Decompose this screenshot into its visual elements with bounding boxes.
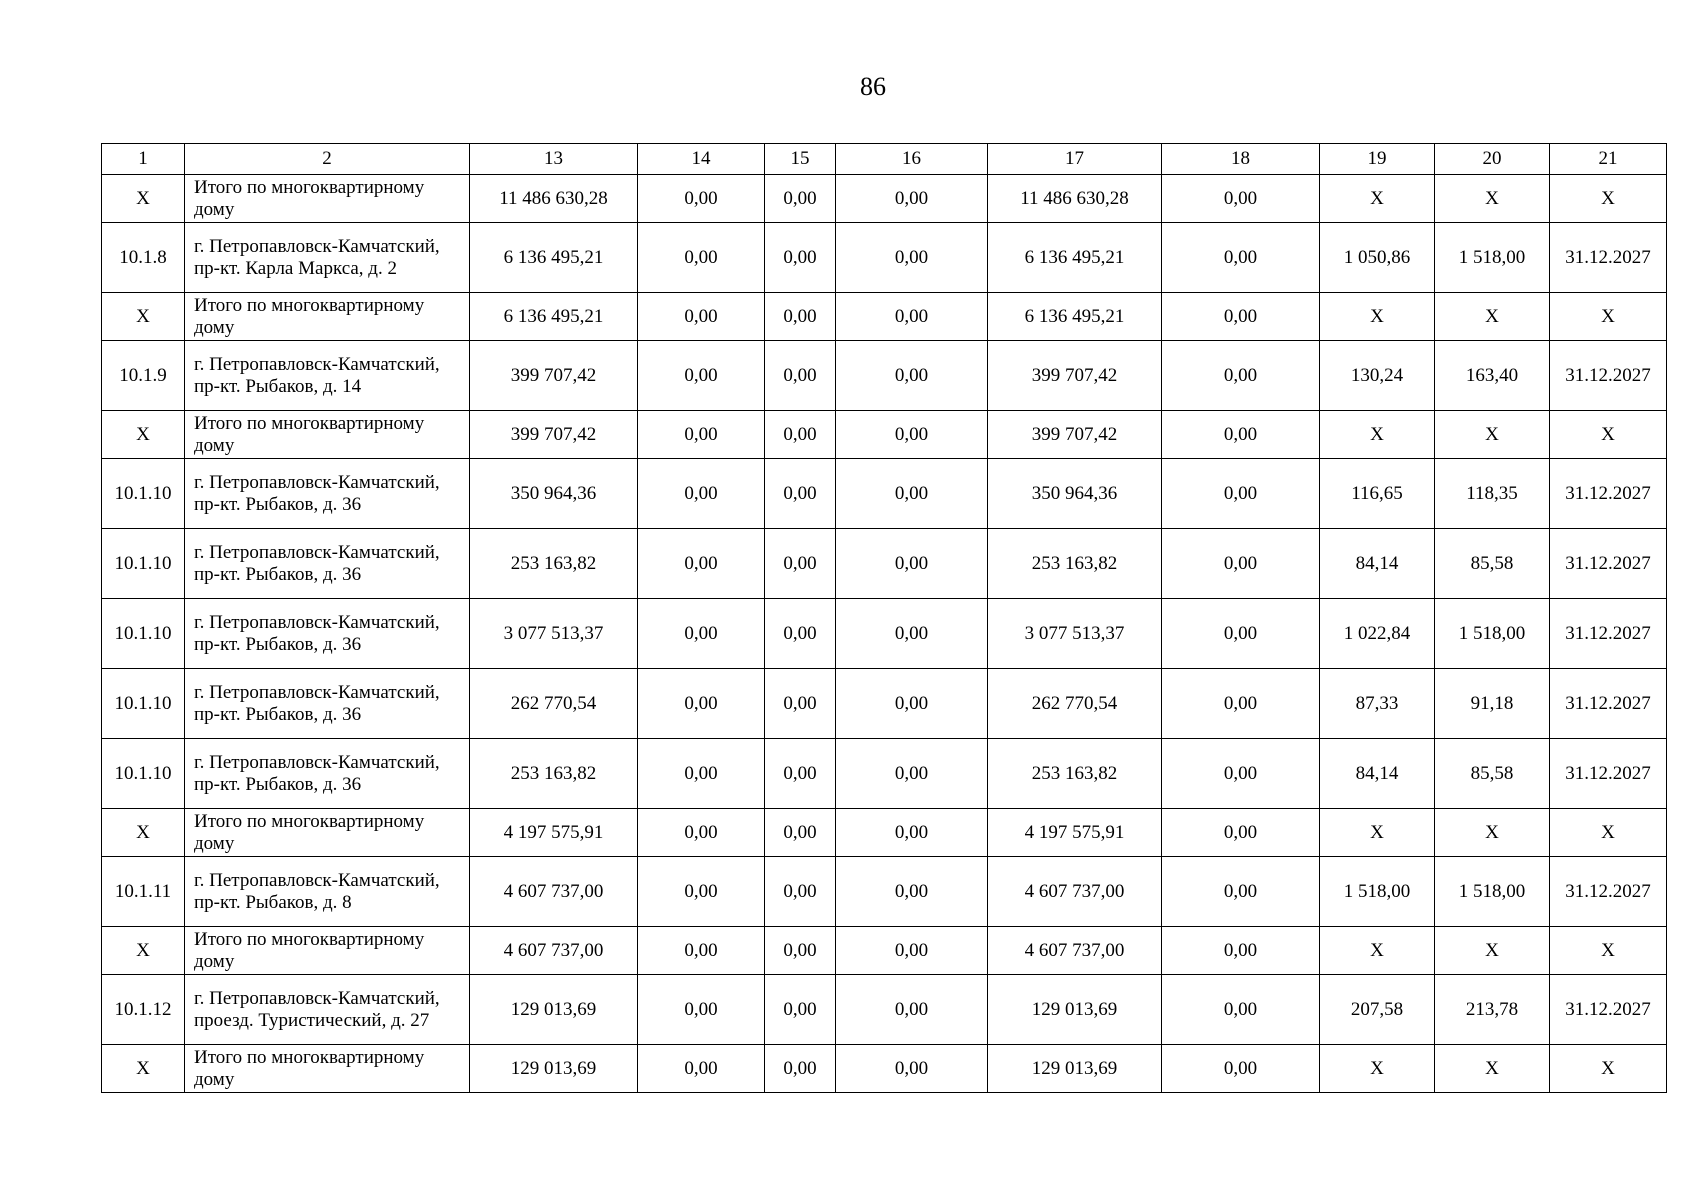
value-cell: X xyxy=(1435,927,1550,975)
value-cell: 0,00 xyxy=(836,809,988,857)
value-cell: 4 607 737,00 xyxy=(470,927,638,975)
value-cell: 3 077 513,37 xyxy=(470,599,638,669)
address-cell: г. Петропавловск-Камчатский, пр-кт. Рыбаков, д. 36 xyxy=(185,529,470,599)
value-cell: 207,58 xyxy=(1320,975,1435,1045)
address-cell: г. Петропавловск-Камчатский, пр-кт. Рыбаков, д. 36 xyxy=(185,599,470,669)
value-cell: 6 136 495,21 xyxy=(470,293,638,341)
value-cell: 4 197 575,91 xyxy=(988,809,1162,857)
value-cell: 0,00 xyxy=(638,223,765,293)
value-cell: X xyxy=(1550,927,1667,975)
total-row xyxy=(102,927,1667,975)
value-cell: 0,00 xyxy=(836,857,988,927)
value-cell: 0,00 xyxy=(1162,411,1320,459)
address-cell: г. Петропавловск-Камчатский, пр-кт. Рыбаков, д. 14 xyxy=(185,341,470,411)
address-cell: Итого по многоквартирному дому xyxy=(185,927,470,975)
row-number-cell: 10.1.10 xyxy=(102,529,185,599)
address-cell: г. Петропавловск-Камчатский, проезд. Туристический, д. 27 xyxy=(185,975,470,1045)
value-cell: 163,40 xyxy=(1435,341,1550,411)
value-cell: 1 518,00 xyxy=(1435,599,1550,669)
value-cell: 0,00 xyxy=(765,809,836,857)
value-cell: 116,65 xyxy=(1320,459,1435,529)
value-cell: 6 136 495,21 xyxy=(988,223,1162,293)
address-cell: Итого по многоквартирному дому xyxy=(185,1045,470,1093)
address-cell: г. Петропавловск-Камчатский, пр-кт. Рыбаков, д. 8 xyxy=(185,857,470,927)
value-cell: 253 163,82 xyxy=(470,739,638,809)
value-cell: 0,00 xyxy=(836,529,988,599)
value-cell: 0,00 xyxy=(765,411,836,459)
address-cell: г. Петропавловск-Камчатский, пр-кт. Рыбаков, д. 36 xyxy=(185,459,470,529)
page-number: 86 xyxy=(860,72,886,101)
value-cell: 0,00 xyxy=(638,927,765,975)
address-cell: Итого по многоквартирному дому xyxy=(185,175,470,223)
column-number-cell: 2 xyxy=(185,144,470,175)
column-number-cell: 15 xyxy=(765,144,836,175)
value-cell: 31.12.2027 xyxy=(1550,599,1667,669)
value-cell: X xyxy=(1320,809,1435,857)
value-cell: 0,00 xyxy=(836,411,988,459)
object-row xyxy=(102,459,1667,529)
value-cell: 0,00 xyxy=(765,175,836,223)
table-header-row xyxy=(102,144,1667,175)
object-row xyxy=(102,599,1667,669)
column-number-cell: 18 xyxy=(1162,144,1320,175)
value-cell: 0,00 xyxy=(836,599,988,669)
value-cell: 0,00 xyxy=(638,975,765,1045)
value-cell: 1 050,86 xyxy=(1320,223,1435,293)
table-body xyxy=(102,144,1667,1093)
value-cell: 31.12.2027 xyxy=(1550,529,1667,599)
object-row xyxy=(102,223,1667,293)
row-number-cell: 10.1.8 xyxy=(102,223,185,293)
value-cell: 4 607 737,00 xyxy=(988,857,1162,927)
value-cell: 31.12.2027 xyxy=(1550,975,1667,1045)
value-cell: 6 136 495,21 xyxy=(988,293,1162,341)
value-cell: 31.12.2027 xyxy=(1550,857,1667,927)
object-row xyxy=(102,857,1667,927)
value-cell: 399 707,42 xyxy=(470,341,638,411)
value-cell: 11 486 630,28 xyxy=(988,175,1162,223)
value-cell: 0,00 xyxy=(1162,529,1320,599)
row-number-cell: X xyxy=(102,927,185,975)
value-cell: 0,00 xyxy=(1162,459,1320,529)
value-cell: 0,00 xyxy=(836,341,988,411)
value-cell: 0,00 xyxy=(765,975,836,1045)
value-cell: 0,00 xyxy=(638,1045,765,1093)
value-cell: 0,00 xyxy=(765,857,836,927)
row-number-cell: X xyxy=(102,1045,185,1093)
row-number-cell: 10.1.10 xyxy=(102,669,185,739)
value-cell: 1 022,84 xyxy=(1320,599,1435,669)
value-cell: 0,00 xyxy=(638,411,765,459)
value-cell: 0,00 xyxy=(836,293,988,341)
value-cell: 262 770,54 xyxy=(988,669,1162,739)
column-number-cell: 13 xyxy=(470,144,638,175)
value-cell: 6 136 495,21 xyxy=(470,223,638,293)
data-table xyxy=(101,143,1667,1093)
value-cell: X xyxy=(1435,809,1550,857)
value-cell: 350 964,36 xyxy=(470,459,638,529)
total-row xyxy=(102,293,1667,341)
value-cell: 3 077 513,37 xyxy=(988,599,1162,669)
value-cell: 0,00 xyxy=(765,459,836,529)
value-cell: 1 518,00 xyxy=(1435,857,1550,927)
value-cell: 31.12.2027 xyxy=(1550,459,1667,529)
value-cell: 253 163,82 xyxy=(470,529,638,599)
value-cell: X xyxy=(1320,1045,1435,1093)
value-cell: 0,00 xyxy=(836,739,988,809)
column-number-cell: 17 xyxy=(988,144,1162,175)
value-cell: 0,00 xyxy=(765,739,836,809)
address-cell: Итого по многоквартирному дому xyxy=(185,293,470,341)
value-cell: X xyxy=(1435,411,1550,459)
value-cell: 4 197 575,91 xyxy=(470,809,638,857)
value-cell: X xyxy=(1550,809,1667,857)
value-cell: 0,00 xyxy=(1162,175,1320,223)
value-cell: 0,00 xyxy=(1162,599,1320,669)
value-cell: 0,00 xyxy=(836,459,988,529)
value-cell: 31.12.2027 xyxy=(1550,223,1667,293)
value-cell: 0,00 xyxy=(1162,293,1320,341)
row-number-cell: 10.1.10 xyxy=(102,459,185,529)
row-number-cell: 10.1.10 xyxy=(102,739,185,809)
total-row xyxy=(102,809,1667,857)
value-cell: 0,00 xyxy=(1162,341,1320,411)
value-cell: 118,35 xyxy=(1435,459,1550,529)
value-cell: 31.12.2027 xyxy=(1550,739,1667,809)
value-cell: 1 518,00 xyxy=(1435,223,1550,293)
value-cell: 0,00 xyxy=(836,1045,988,1093)
value-cell: 0,00 xyxy=(1162,857,1320,927)
value-cell: 253 163,82 xyxy=(988,739,1162,809)
value-cell: 262 770,54 xyxy=(470,669,638,739)
value-cell: 87,33 xyxy=(1320,669,1435,739)
value-cell: 129 013,69 xyxy=(988,975,1162,1045)
value-cell: 0,00 xyxy=(638,809,765,857)
value-cell: X xyxy=(1550,175,1667,223)
column-number-cell: 19 xyxy=(1320,144,1435,175)
value-cell: 213,78 xyxy=(1435,975,1550,1045)
value-cell: 399 707,42 xyxy=(470,411,638,459)
value-cell: 0,00 xyxy=(638,599,765,669)
address-cell: г. Петропавловск-Камчатский, пр-кт. Рыбаков, д. 36 xyxy=(185,739,470,809)
value-cell: 0,00 xyxy=(1162,975,1320,1045)
value-cell: 0,00 xyxy=(638,529,765,599)
value-cell: 0,00 xyxy=(1162,927,1320,975)
value-cell: 0,00 xyxy=(638,175,765,223)
value-cell: X xyxy=(1320,175,1435,223)
row-number-cell: X xyxy=(102,809,185,857)
value-cell: 253 163,82 xyxy=(988,529,1162,599)
address-cell: г. Петропавловск-Камчатский, пр-кт. Карла Маркса, д. 2 xyxy=(185,223,470,293)
value-cell: 0,00 xyxy=(765,599,836,669)
value-cell: 0,00 xyxy=(765,293,836,341)
value-cell: 0,00 xyxy=(1162,1045,1320,1093)
column-number-cell: 20 xyxy=(1435,144,1550,175)
object-row xyxy=(102,739,1667,809)
value-cell: 0,00 xyxy=(638,459,765,529)
row-number-cell: 10.1.10 xyxy=(102,599,185,669)
column-number-cell: 14 xyxy=(638,144,765,175)
value-cell: 0,00 xyxy=(836,175,988,223)
value-cell: 130,24 xyxy=(1320,341,1435,411)
value-cell: X xyxy=(1435,1045,1550,1093)
value-cell: 84,14 xyxy=(1320,529,1435,599)
value-cell: X xyxy=(1320,293,1435,341)
value-cell: 0,00 xyxy=(1162,669,1320,739)
column-number-cell: 21 xyxy=(1550,144,1667,175)
value-cell: 0,00 xyxy=(1162,809,1320,857)
value-cell: 0,00 xyxy=(638,857,765,927)
value-cell: 399 707,42 xyxy=(988,411,1162,459)
column-number-cell: 1 xyxy=(102,144,185,175)
value-cell: 0,00 xyxy=(836,223,988,293)
object-row xyxy=(102,669,1667,739)
object-row xyxy=(102,529,1667,599)
value-cell: 1 518,00 xyxy=(1320,857,1435,927)
value-cell: X xyxy=(1320,411,1435,459)
object-row xyxy=(102,341,1667,411)
value-cell: 129 013,69 xyxy=(470,1045,638,1093)
value-cell: 399 707,42 xyxy=(988,341,1162,411)
value-cell: X xyxy=(1550,293,1667,341)
object-row xyxy=(102,975,1667,1045)
value-cell: 0,00 xyxy=(765,341,836,411)
value-cell: 350 964,36 xyxy=(988,459,1162,529)
value-cell: 0,00 xyxy=(1162,739,1320,809)
value-cell: 0,00 xyxy=(638,669,765,739)
value-cell: X xyxy=(1435,175,1550,223)
value-cell: 0,00 xyxy=(638,739,765,809)
value-cell: 85,58 xyxy=(1435,739,1550,809)
value-cell: 0,00 xyxy=(638,341,765,411)
address-cell: Итого по многоквартирному дому xyxy=(185,809,470,857)
value-cell: 0,00 xyxy=(765,669,836,739)
value-cell: 0,00 xyxy=(836,669,988,739)
value-cell: 4 607 737,00 xyxy=(988,927,1162,975)
value-cell: 84,14 xyxy=(1320,739,1435,809)
value-cell: 85,58 xyxy=(1435,529,1550,599)
row-number-cell: 10.1.11 xyxy=(102,857,185,927)
column-number-cell: 16 xyxy=(836,144,988,175)
total-row xyxy=(102,1045,1667,1093)
total-row xyxy=(102,411,1667,459)
value-cell: 0,00 xyxy=(765,529,836,599)
value-cell: 31.12.2027 xyxy=(1550,341,1667,411)
value-cell: X xyxy=(1435,293,1550,341)
value-cell: 4 607 737,00 xyxy=(470,857,638,927)
value-cell: 0,00 xyxy=(836,927,988,975)
value-cell: X xyxy=(1550,1045,1667,1093)
value-cell: 31.12.2027 xyxy=(1550,669,1667,739)
row-number-cell: X xyxy=(102,293,185,341)
value-cell: 0,00 xyxy=(765,1045,836,1093)
address-cell: г. Петропавловск-Камчатский, пр-кт. Рыбаков, д. 36 xyxy=(185,669,470,739)
value-cell: 11 486 630,28 xyxy=(470,175,638,223)
value-cell: 129 013,69 xyxy=(988,1045,1162,1093)
row-number-cell: X xyxy=(102,175,185,223)
value-cell: X xyxy=(1320,927,1435,975)
value-cell: 91,18 xyxy=(1435,669,1550,739)
row-number-cell: 10.1.12 xyxy=(102,975,185,1045)
address-cell: Итого по многоквартирному дому xyxy=(185,411,470,459)
value-cell: 0,00 xyxy=(765,223,836,293)
value-cell: 0,00 xyxy=(765,927,836,975)
value-cell: 0,00 xyxy=(638,293,765,341)
total-row xyxy=(102,175,1667,223)
value-cell: X xyxy=(1550,411,1667,459)
value-cell: 0,00 xyxy=(1162,223,1320,293)
row-number-cell: X xyxy=(102,411,185,459)
value-cell: 0,00 xyxy=(836,975,988,1045)
value-cell: 129 013,69 xyxy=(470,975,638,1045)
row-number-cell: 10.1.9 xyxy=(102,341,185,411)
